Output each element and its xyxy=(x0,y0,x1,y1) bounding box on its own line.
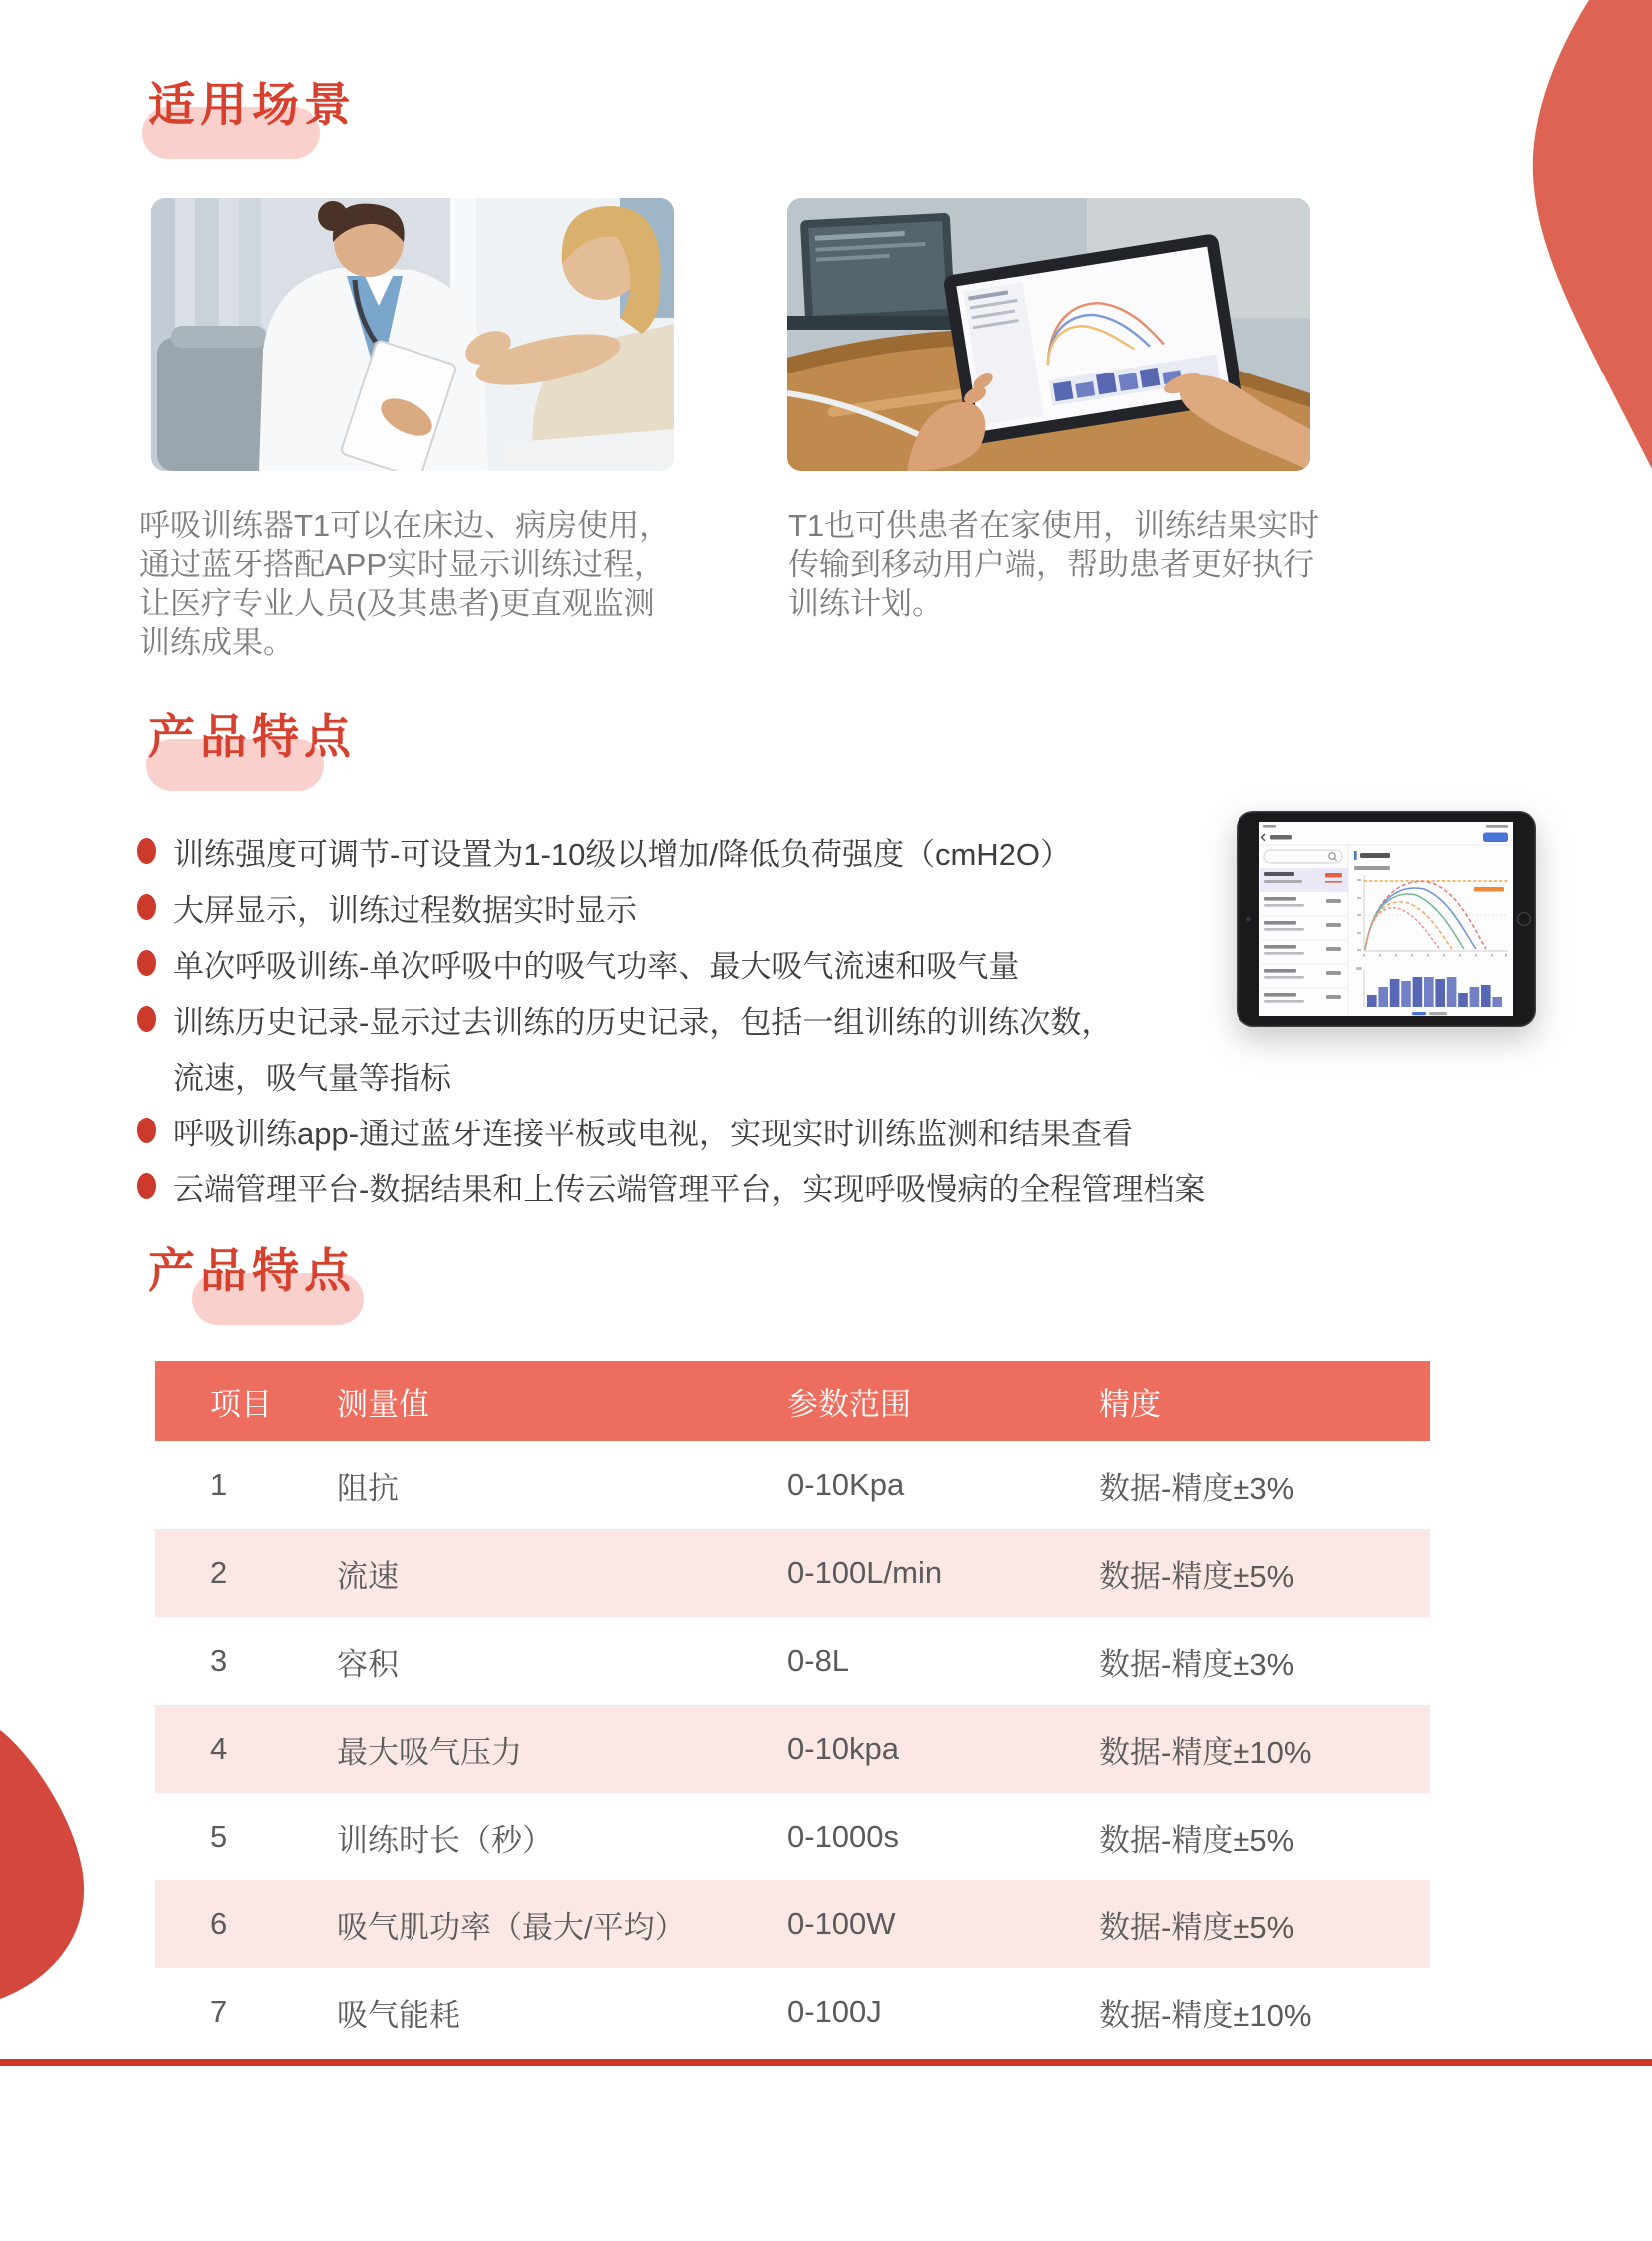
header-item: 项目 xyxy=(210,1386,272,1422)
feature-bullet: 呼吸训练app-通过蓝牙连接平板或电视，实现实时训练监测和结果查看 xyxy=(137,1103,1475,1158)
cell-index: 1 xyxy=(210,1467,228,1502)
cell-range: 0-100J xyxy=(787,1994,882,2029)
cell-index: 5 xyxy=(210,1819,228,1854)
feature-bullet: 大屏显示，训练过程数据实时显示 xyxy=(137,879,1475,935)
table-row xyxy=(155,1441,1430,1529)
caption-right xyxy=(788,506,1387,623)
caption-line: 传输到移动用户端，帮助患者更好执行 xyxy=(788,547,1314,582)
caption-line: 通过蓝牙搭配APP实时显示训练过程， xyxy=(139,547,666,582)
table-row xyxy=(155,1968,1430,2056)
header-measure: 测量值 xyxy=(337,1386,429,1422)
bullet-dot-icon xyxy=(137,894,156,920)
caption-line: 训练计划。 xyxy=(788,586,943,621)
cell-measure: 训练时长（秒） xyxy=(337,1822,553,1858)
cell-precision: 数据-精度±5% xyxy=(1099,1822,1295,1858)
photo-doctor-patient xyxy=(151,198,674,471)
cell-index: 3 xyxy=(210,1643,228,1678)
section-title-text: 适用场景 xyxy=(148,78,356,131)
bullet-dot-icon xyxy=(137,950,156,976)
bullet-dot-icon xyxy=(137,838,156,864)
header-range: 参数范围 xyxy=(787,1386,911,1422)
feature-bullet-continuation: 流速，吸气量等指标 xyxy=(173,1060,451,1096)
caption-line: 呼吸训练器T1可以在床边、病房使用， xyxy=(139,508,671,543)
section-title-features xyxy=(148,702,356,772)
spec-table-header xyxy=(155,1361,1430,1441)
table-row xyxy=(155,1705,1430,1793)
cell-precision: 数据-精度±10% xyxy=(1099,1997,1312,2033)
cell-range: 0-10Kpa xyxy=(787,1467,905,1502)
section-title-text: 产品特点 xyxy=(148,710,356,763)
header-precision: 精度 xyxy=(1099,1386,1161,1422)
cell-range: 0-8L xyxy=(787,1643,850,1678)
caption-line: 训练成果。 xyxy=(139,625,294,660)
cell-measure: 容积 xyxy=(337,1646,399,1682)
feature-bullet: 训练强度可调节-可设置为1-10级以增加/降低负荷强度（cmH2O） xyxy=(137,823,1475,879)
cell-index: 4 xyxy=(210,1731,228,1766)
cell-measure: 流速 xyxy=(337,1558,399,1594)
cell-precision: 数据-精度±5% xyxy=(1099,1909,1295,1945)
cell-measure: 吸气能耗 xyxy=(337,1997,460,2033)
cell-measure: 最大吸气压力 xyxy=(337,1734,522,1770)
table-row xyxy=(155,1617,1430,1705)
cell-precision: 数据-精度±3% xyxy=(1099,1470,1295,1506)
caption-line: 让医疗专业人员(及其患者)更直观监测 xyxy=(139,586,655,621)
cell-range: 0-100L/min xyxy=(787,1555,943,1590)
table-row xyxy=(155,1529,1430,1617)
bullet-dot-icon xyxy=(137,1006,156,1032)
cell-precision: 数据-精度±5% xyxy=(1099,1558,1295,1594)
caption-line: T1也可供患者在家使用，训练结果实时 xyxy=(788,508,1320,543)
bullet-dot-icon xyxy=(137,1118,156,1143)
bottom-divider-line xyxy=(0,2059,1652,2066)
section-title-scenarios xyxy=(148,70,356,140)
cell-range: 0-100W xyxy=(787,1906,896,1941)
caption-left xyxy=(139,506,738,662)
feature-bullet: 云端管理平台-数据结果和上传云端管理平台，实现呼吸慢病的全程管理档案 xyxy=(137,1158,1475,1214)
cell-measure: 吸气肌功率（最大/平均） xyxy=(337,1909,686,1945)
table-row xyxy=(155,1880,1430,1968)
product-tablet-image xyxy=(1237,811,1536,1027)
cell-range: 0-1000s xyxy=(787,1819,900,1854)
cell-index: 7 xyxy=(210,1994,228,2029)
cell-measure: 阻抗 xyxy=(337,1470,399,1506)
spec-table xyxy=(155,1361,1430,2056)
cell-range: 0-10kpa xyxy=(787,1731,900,1766)
cell-precision: 数据-精度±10% xyxy=(1099,1734,1312,1770)
section-title-specs xyxy=(148,1236,356,1306)
decorative-blob-left xyxy=(0,1720,92,2009)
table-row xyxy=(155,1793,1430,1880)
bullet-dot-icon xyxy=(137,1173,156,1199)
decorative-blob-top-right xyxy=(1522,0,1652,484)
cell-precision: 数据-精度±3% xyxy=(1099,1646,1295,1682)
feature-bullet: 单次呼吸训练-单次呼吸中的吸气功率、最大吸气流速和吸气量 xyxy=(137,935,1475,991)
cell-index: 6 xyxy=(210,1906,228,1941)
section-title-text: 产品特点 xyxy=(148,1244,356,1297)
photo-tablet-home-use xyxy=(787,198,1310,471)
feature-bullet: 训练历史记录-显示过去训练的历史记录，包括一组训练的训练次数， xyxy=(137,991,1475,1047)
cell-index: 2 xyxy=(210,1555,228,1590)
